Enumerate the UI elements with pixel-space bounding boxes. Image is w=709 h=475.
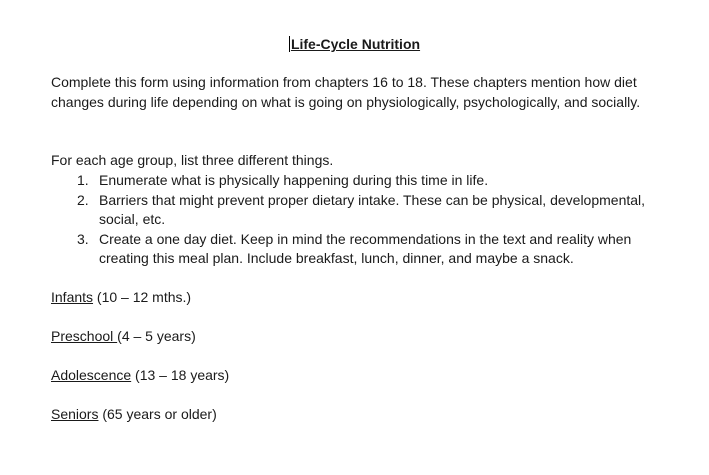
list-item-number: 3. bbox=[77, 230, 89, 247]
list-item-text: Barriers that might prevent proper dietary intake. These can be physical, developmental, social, etc. bbox=[99, 191, 646, 227]
list-item-text: Create a one day diet. Keep in mind the recommendations in the text and reality when creating this meal plan. Include breakfast, lunch, dinner, and maybe a snack. bbox=[99, 230, 632, 266]
list-item bbox=[51, 230, 681, 269]
list-item-number: 2. bbox=[77, 191, 89, 208]
age-group-label: Infants bbox=[51, 289, 94, 305]
age-group-range: (13 – 18 years) bbox=[131, 367, 230, 383]
age-group-seniors bbox=[51, 405, 217, 424]
intro-paragraph: Complete this form using information from chapters 16 to 18. These chapters mention how diet changes during life depending on what is going on physiologically, psychologically, and socially. bbox=[51, 74, 641, 110]
age-group-preschool bbox=[51, 327, 196, 346]
age-group-range: (10 – 12 mths.) bbox=[93, 289, 192, 305]
list-item-text: Enumerate what is physically happening during this time in life. bbox=[99, 172, 489, 188]
age-group-infants bbox=[51, 288, 191, 307]
instructions-list bbox=[51, 171, 681, 269]
age-group-adolescence bbox=[51, 366, 229, 385]
list-item-number: 1. bbox=[77, 172, 89, 188]
age-group-range: (65 years or older) bbox=[98, 406, 217, 422]
document-title: Life-Cycle Nutrition bbox=[290, 36, 421, 52]
list-item bbox=[51, 171, 681, 191]
age-group-label: Seniors bbox=[51, 406, 99, 422]
text-cursor bbox=[289, 36, 290, 52]
list-intro-paragraph: For each age group, list three different things. bbox=[51, 152, 334, 168]
age-group-label: Adolescence bbox=[51, 367, 132, 383]
age-group-label: Preschool bbox=[51, 328, 118, 344]
age-group-range: (4 – 5 years) bbox=[117, 328, 196, 344]
list-item bbox=[51, 191, 681, 230]
document-title-line bbox=[0, 35, 709, 54]
